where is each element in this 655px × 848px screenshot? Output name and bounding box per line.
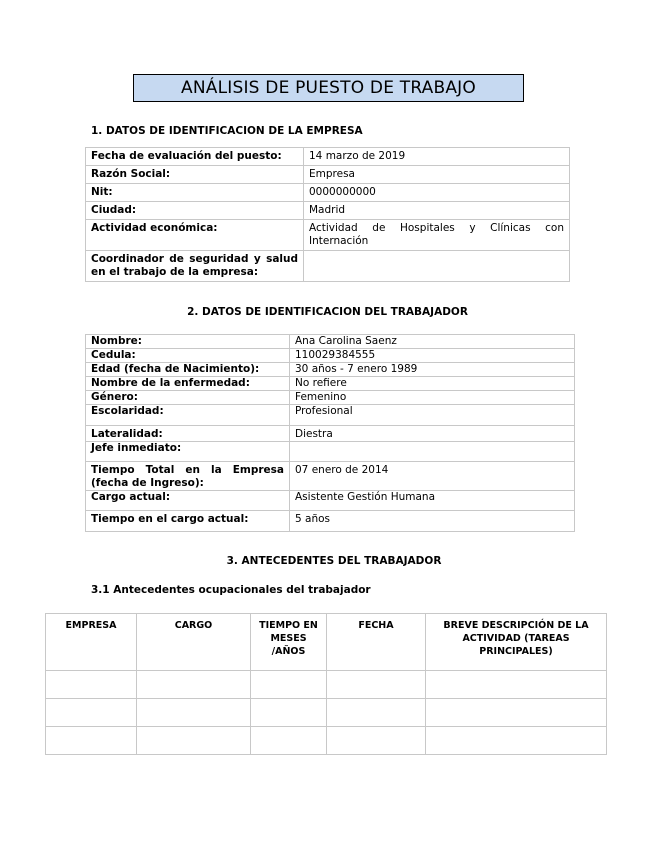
empty-cell bbox=[426, 671, 607, 699]
row-value: Empresa bbox=[304, 166, 570, 184]
table-row bbox=[86, 462, 575, 491]
table-row bbox=[86, 442, 575, 462]
row-value: Madrid bbox=[304, 202, 570, 220]
empty-cell bbox=[46, 727, 137, 755]
row-value: 07 enero de 2014 bbox=[290, 462, 575, 491]
table-row bbox=[86, 377, 575, 391]
table-row bbox=[46, 699, 607, 727]
row-value bbox=[290, 442, 575, 462]
table-row bbox=[86, 166, 570, 184]
row-label: Fecha de evaluación del puesto: bbox=[86, 148, 304, 166]
row-label: Razón Social: bbox=[86, 166, 304, 184]
row-label: Género: bbox=[86, 391, 290, 405]
row-label: Edad (fecha de Nacimiento): bbox=[86, 363, 290, 377]
table-row bbox=[86, 220, 570, 251]
row-label: Tiempo en el cargo actual: bbox=[86, 511, 290, 532]
table-row bbox=[86, 391, 575, 405]
row-label: Nombre de la enfermedad: bbox=[86, 377, 290, 391]
empty-cell bbox=[46, 699, 137, 727]
row-value: Profesional bbox=[290, 405, 575, 426]
empty-cell bbox=[137, 727, 251, 755]
row-label: Nit: bbox=[86, 184, 304, 202]
section1-heading: 1. DATOS DE IDENTIFICACION DE LA EMPRESA bbox=[91, 125, 363, 137]
table-header-row bbox=[46, 614, 607, 671]
table-row bbox=[86, 426, 575, 442]
section3-heading: 3. ANTECEDENTES DEL TRABAJADOR bbox=[226, 555, 442, 567]
row-value bbox=[304, 251, 570, 282]
row-value: Diestra bbox=[290, 426, 575, 442]
table-row bbox=[86, 511, 575, 532]
empty-cell bbox=[426, 699, 607, 727]
row-value: Ana Carolina Saenz bbox=[290, 335, 575, 349]
column-header-empresa: EMPRESA bbox=[46, 614, 137, 671]
empty-cell bbox=[251, 699, 327, 727]
row-label: Actividad económica: bbox=[86, 220, 304, 251]
occupational-history-table bbox=[45, 613, 607, 755]
table-row bbox=[46, 727, 607, 755]
row-label: Nombre: bbox=[86, 335, 290, 349]
company-identification-table bbox=[85, 147, 570, 282]
section2-heading: 2. DATOS DE IDENTIFICACION DEL TRABAJADOR bbox=[187, 306, 468, 318]
row-label: Coordinador de seguridad y salud en el trabajo de la empresa: bbox=[86, 251, 304, 282]
document-title: ANÁLISIS DE PUESTO DE TRABAJO bbox=[133, 74, 524, 102]
row-value: 14 marzo de 2019 bbox=[304, 148, 570, 166]
row-value: No refiere bbox=[290, 377, 575, 391]
table-row bbox=[86, 184, 570, 202]
table-row bbox=[86, 148, 570, 166]
empty-cell bbox=[46, 671, 137, 699]
empty-cell bbox=[251, 727, 327, 755]
row-value: 5 años bbox=[290, 511, 575, 532]
empty-cell bbox=[251, 671, 327, 699]
column-header-fecha: FECHA bbox=[327, 614, 426, 671]
empty-cell bbox=[426, 727, 607, 755]
worker-identification-table bbox=[85, 334, 575, 532]
empty-cell bbox=[327, 727, 426, 755]
row-label: Escolaridad: bbox=[86, 405, 290, 426]
row-label: Cedula: bbox=[86, 349, 290, 363]
table-row bbox=[86, 202, 570, 220]
table-row bbox=[86, 335, 575, 349]
section3-subheading: 3.1 Antecedentes ocupacionales del trabajador bbox=[91, 584, 371, 596]
table-row bbox=[46, 671, 607, 699]
row-value: Femenino bbox=[290, 391, 575, 405]
table-row bbox=[86, 405, 575, 426]
table-row bbox=[86, 251, 570, 282]
row-label: Cargo actual: bbox=[86, 491, 290, 511]
row-label: Jefe inmediato: bbox=[86, 442, 290, 462]
table-row bbox=[86, 491, 575, 511]
column-header-cargo: CARGO bbox=[137, 614, 251, 671]
row-label: Lateralidad: bbox=[86, 426, 290, 442]
row-value: 0000000000 bbox=[304, 184, 570, 202]
table-row bbox=[86, 349, 575, 363]
empty-cell bbox=[327, 671, 426, 699]
row-label: Tiempo Total en la Empresa (fecha de Ingreso): bbox=[86, 462, 290, 491]
column-header-descripcion: BREVE DESCRIPCIÓN DE LA ACTIVIDAD (TAREAS PRINCIPALES) bbox=[426, 614, 607, 671]
column-header-tiempo: TIEMPO EN MESES /AÑOS bbox=[251, 614, 327, 671]
row-value: Actividad de Hospitales y Clínicas con Internación bbox=[304, 220, 570, 251]
row-value: 110029384555 bbox=[290, 349, 575, 363]
empty-cell bbox=[137, 699, 251, 727]
row-label: Ciudad: bbox=[86, 202, 304, 220]
row-value: Asistente Gestión Humana bbox=[290, 491, 575, 511]
table-row bbox=[86, 363, 575, 377]
empty-cell bbox=[327, 699, 426, 727]
empty-cell bbox=[137, 671, 251, 699]
row-value: 30 años - 7 enero 1989 bbox=[290, 363, 575, 377]
